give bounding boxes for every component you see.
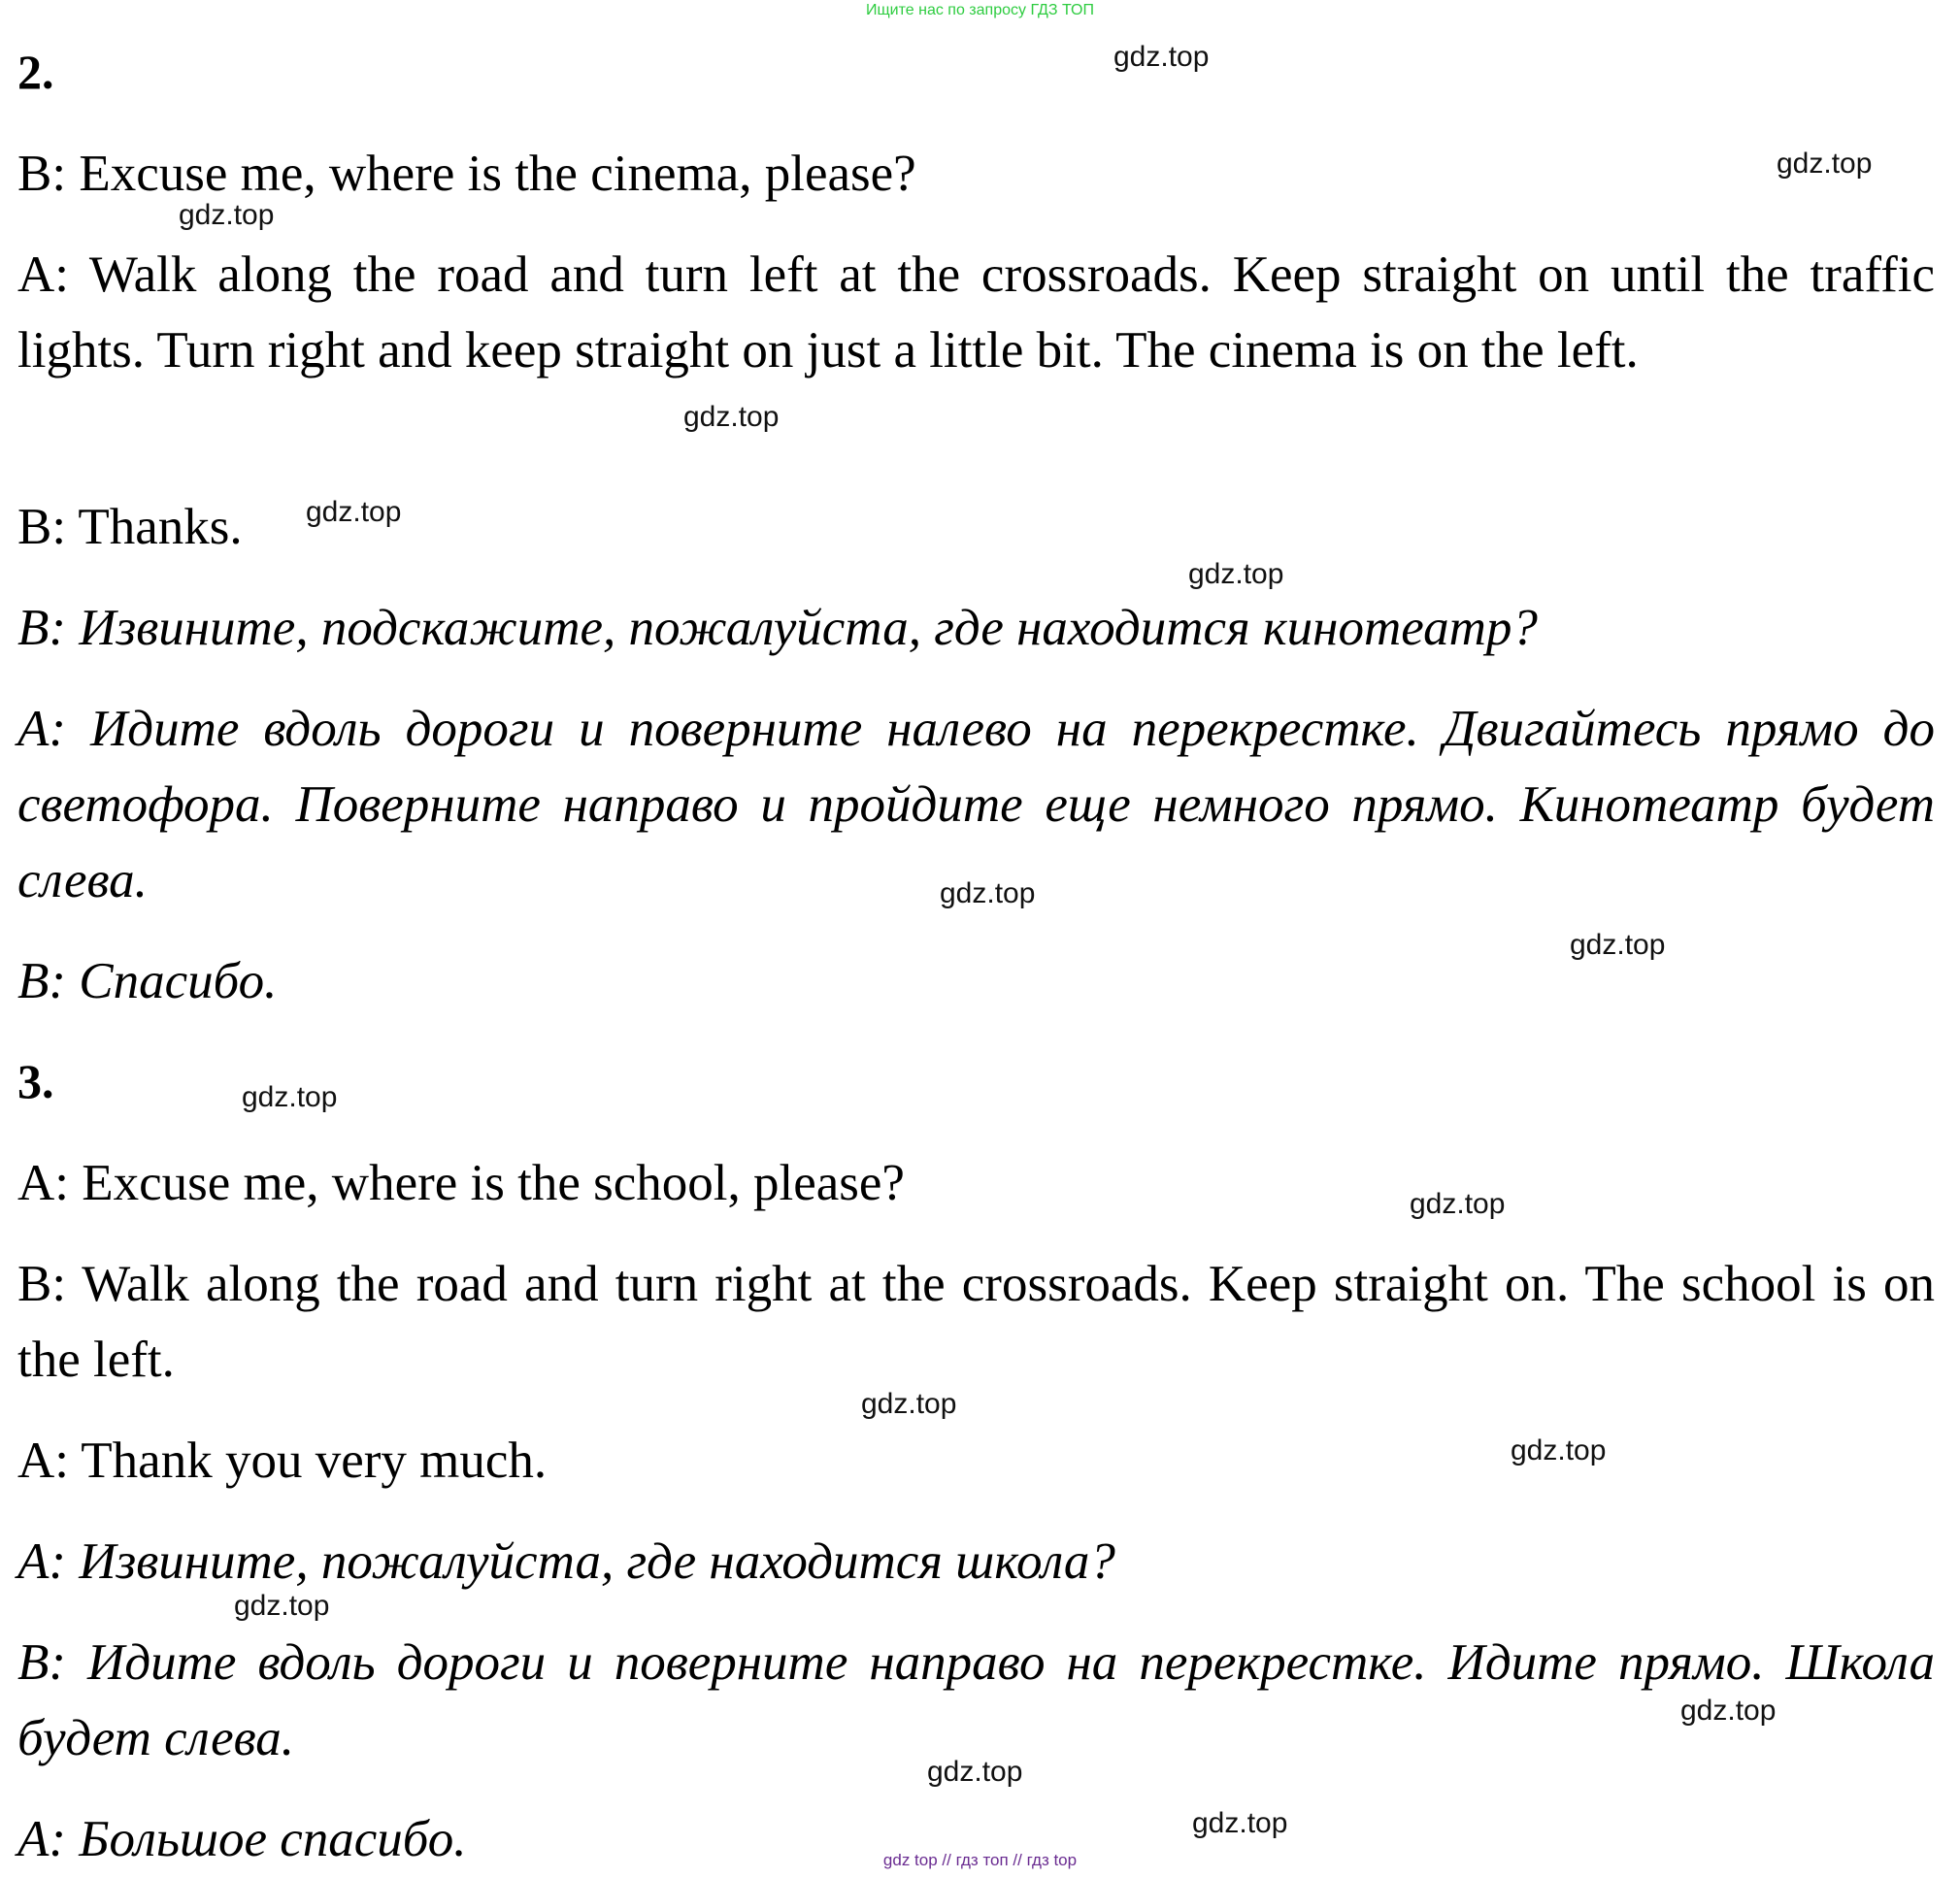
dialogue-line: A: Walk along the road and turn left at the crossroads. Keep straight on until the traffic lights. Turn right and keep straight on just a little bit. The cinema is on the left.: [17, 247, 1935, 379]
dialogue-line: B: Excuse me, where is the cinema, please?: [17, 146, 916, 202]
watermark: gdz.top: [927, 1756, 1023, 1788]
dialogue-line: B: Walk along the road and turn right at the crossroads. Keep straight on. The school is on the left.: [17, 1256, 1935, 1388]
watermark: gdz.top: [242, 1081, 338, 1113]
section-number: 2.: [17, 45, 54, 99]
section-number: 3.: [17, 1054, 54, 1108]
watermark: gdz.top: [1113, 41, 1210, 73]
translation-line: A: Идите вдоль дороги и поверните налево на перекрестке. Двигайтесь прямо до светофора. Поверните направо и пройдите еще немного прямо. Кинотеатр будет слева.: [17, 701, 1935, 908]
translation-line: B: Идите вдоль дороги и поверните направо на перекрестке. Идите прямо. Школа будет слева.: [17, 1634, 1935, 1766]
watermark: gdz.top: [1570, 929, 1666, 961]
dialogue-line: B: Thanks.: [17, 499, 243, 555]
watermark: gdz.top: [179, 199, 275, 231]
dialogue-line: A: Thank you very much.: [17, 1433, 548, 1489]
footer-links: gdz top // гдз топ // гдз top: [882, 1851, 1078, 1869]
watermark: gdz.top: [1680, 1695, 1777, 1727]
translation-line: A: Большое спасибо.: [17, 1811, 467, 1867]
top-banner: Ищите нас по запросу ГДЗ ТОП: [866, 2, 1094, 18]
dialogue-line: A: Excuse me, where is the school, please?: [17, 1155, 905, 1211]
watermark: gdz.top: [1188, 558, 1284, 590]
watermark: gdz.top: [306, 496, 402, 528]
watermark: gdz.top: [1410, 1188, 1506, 1220]
watermark: gdz.top: [1511, 1434, 1607, 1466]
watermark: gdz.top: [1777, 148, 1873, 180]
translation-line: B: Извините, подскажите, пожалуйста, где находится кинотеатр?: [17, 600, 1538, 656]
watermark: gdz.top: [861, 1388, 957, 1420]
watermark: gdz.top: [234, 1590, 330, 1622]
watermark: gdz.top: [683, 401, 780, 433]
watermark: gdz.top: [1192, 1807, 1288, 1839]
translation-line: A: Извините, пожалуйста, где находится школа?: [17, 1533, 1115, 1590]
translation-line: B: Спасибо.: [17, 953, 278, 1009]
watermark: gdz.top: [940, 877, 1036, 909]
